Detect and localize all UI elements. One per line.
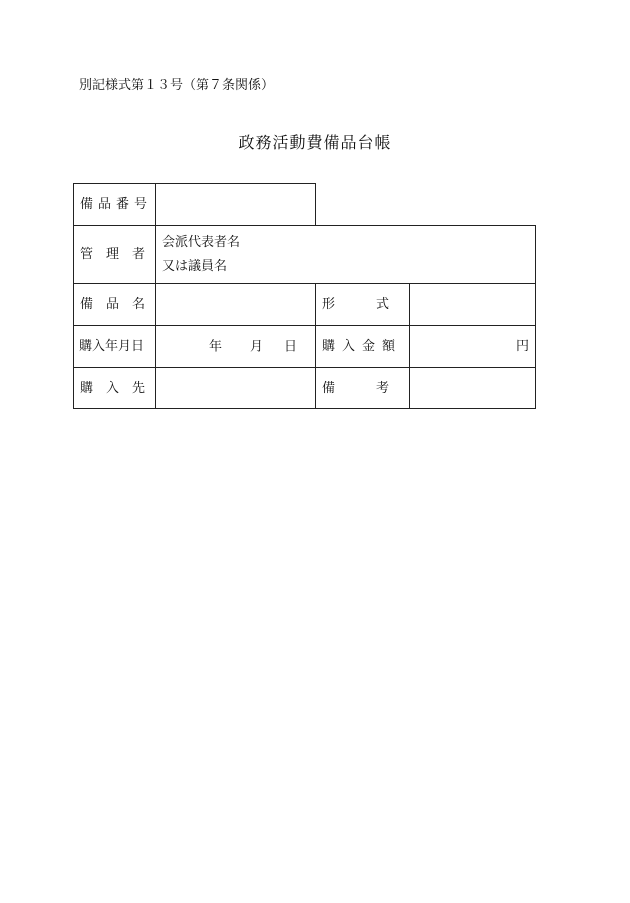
label-char: 名 xyxy=(131,297,145,312)
label-char: 備 xyxy=(80,297,94,312)
supplier-label xyxy=(73,367,156,409)
label-char: 式 xyxy=(375,297,389,312)
yen-unit: 円 xyxy=(515,339,529,354)
label-char: 入 xyxy=(341,339,355,354)
label-char: 者 xyxy=(131,247,145,262)
manager-line-member: 又は議員名 xyxy=(162,259,228,275)
day-unit: 日 xyxy=(284,339,298,354)
label-char: 号 xyxy=(133,197,147,212)
label-char: 備 xyxy=(322,380,336,396)
item-name-field[interactable] xyxy=(155,283,316,326)
purchase-date-label: 購入年月日 xyxy=(73,325,156,368)
label-char: 形 xyxy=(322,297,336,312)
supplier-field[interactable] xyxy=(155,367,316,409)
document-title: 政務活動費備品台帳 xyxy=(238,133,392,152)
label-char: 入 xyxy=(105,380,119,396)
label-char: 備 xyxy=(80,197,94,212)
remarks-field[interactable] xyxy=(409,367,536,409)
model-label xyxy=(315,283,410,326)
label-char: 考 xyxy=(375,380,389,396)
label-char: 理 xyxy=(105,247,119,262)
label-char: 先 xyxy=(131,380,145,396)
remarks-label xyxy=(315,367,410,409)
asset-number-label xyxy=(73,183,156,226)
month-unit: 月 xyxy=(250,339,264,354)
form-number: 別記様式第１３号（第７条関係） xyxy=(79,78,275,93)
label-char: 購 xyxy=(80,380,94,396)
purchase-amount-field[interactable] xyxy=(409,325,536,368)
year-unit: 年 xyxy=(209,339,223,354)
label-char: 額 xyxy=(381,339,395,354)
purchase-amount-label xyxy=(315,325,410,368)
manager-label xyxy=(73,225,156,284)
label-char: 管 xyxy=(80,247,94,262)
label-char: 金 xyxy=(361,339,375,354)
manager-line-representative: 会派代表者名 xyxy=(162,234,241,250)
purchase-date-field[interactable] xyxy=(155,325,316,368)
model-field[interactable] xyxy=(409,283,536,326)
manager-field[interactable] xyxy=(155,225,536,284)
item-name-label xyxy=(73,283,156,326)
asset-number-field[interactable] xyxy=(155,183,316,226)
label-char: 番 xyxy=(115,197,129,212)
label-char: 品 xyxy=(97,197,111,212)
label-char: 購 xyxy=(322,339,336,354)
label-char: 品 xyxy=(105,297,119,312)
